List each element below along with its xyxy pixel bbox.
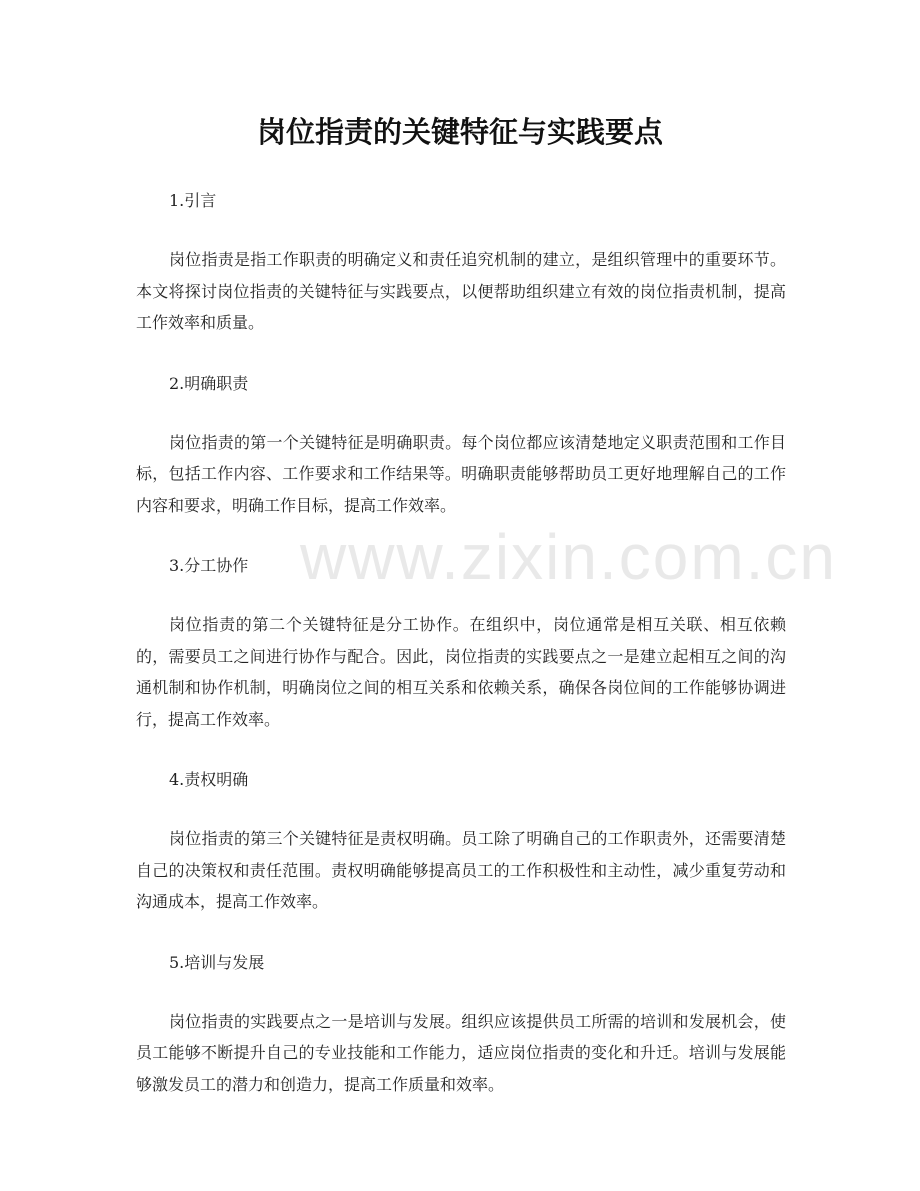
watermark: www.zixin.com.cn bbox=[300, 521, 837, 593]
section-heading-clear-duties: 2.明确职责 bbox=[169, 373, 249, 393]
section-paragraph-intro: 岗位指责是指工作职责的明确定义和责任追究机制的建立，是组织管理中的重要环节。本文将探讨岗位指责的关键特征与实践要点，以便帮助组织建立有效的岗位指责机制，提高工作效率和质量。 bbox=[136, 250, 786, 332]
section-heading-collaboration: 3.分工协作 bbox=[169, 556, 249, 575]
section-paragraph-collaboration: 岗位指责的第二个关键特征是分工协作。在组织中，岗位通常是相互关联、相互依赖的，需要员工之间进行协作与配合。因此，岗位指责的实践要点之一是建立起相互之间的沟通机制和协作机制，明确岗位之间的相互关系和依赖关系，确保各岗位间的工作能够协调进行，提高工作效率。 bbox=[136, 615, 786, 729]
section-heading-training: 5.培训与发展 bbox=[169, 952, 265, 972]
page-title: 岗位指责的关键特征与实践要点 bbox=[256, 115, 663, 149]
section-paragraph-clear-duties: 岗位指责的第一个关键特征是明确职责。每个岗位都应该清楚地定义职责范围和工作目标，包括工作内容、工作要求和工作结果等。明确职责能够帮助员工更好地理解自己的工作内容和要求，明确工作目标，提高工作效率。 bbox=[136, 432, 786, 515]
section-paragraph-authority: 岗位指责的第三个关键特征是责权明确。员工除了明确自己的工作职责外，还需要清楚自己的决策权和责任范围。责权明确能够提高员工的工作积极性和主动性，减少重复劳动和沟通成本，提高工作效率。 bbox=[136, 829, 786, 911]
section-heading-intro: 1.引言 bbox=[169, 191, 217, 210]
section-heading-authority: 4.责权明确 bbox=[169, 770, 249, 789]
document-body bbox=[136, 185, 786, 1129]
section-paragraph-training: 岗位指责的实践要点之一是培训与发展。组织应该提供员工所需的培训和发展机会，使员工能够不断提升自己的专业技能和工作能力，适应岗位指责的变化和升迁。培训与发展能够激发员工的潜力和创造力，提高工作质量和效率。 bbox=[136, 1011, 786, 1094]
